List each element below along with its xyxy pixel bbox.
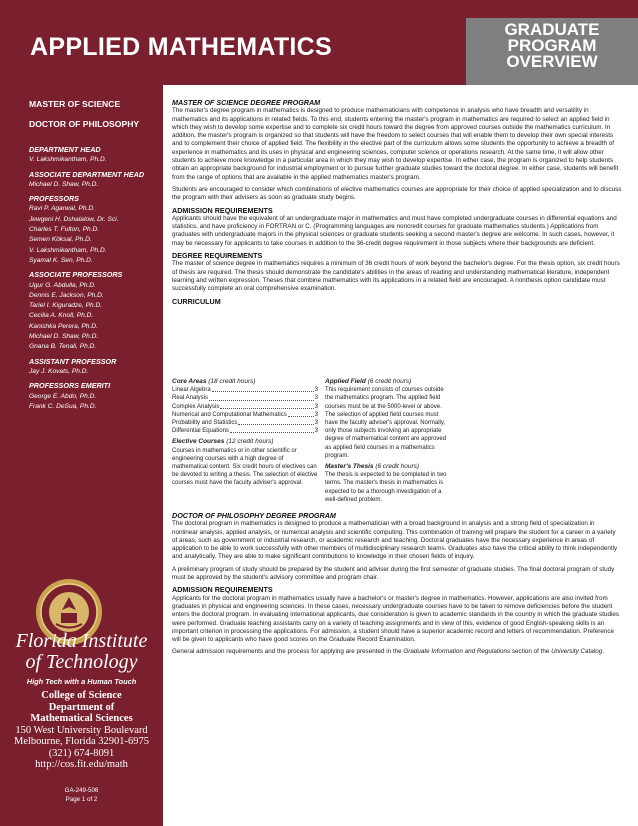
course-row <box>172 394 318 402</box>
phd-admission-heading: ADMISSION REQUIREMENTS <box>172 585 273 595</box>
faculty-name: Kanishka Perera, Ph.D. <box>29 322 98 330</box>
general-text: General admission requirements and the process for applying are presented in the <box>172 648 404 656</box>
course-name: Numerical and Computational Mathematics <box>172 411 287 418</box>
course-row <box>172 419 318 427</box>
core-areas-heading <box>172 378 318 386</box>
course-name: Real Analysis <box>172 395 209 402</box>
core-label: Core Areas <box>172 378 207 385</box>
page-number: Page 1 of 2 <box>65 796 98 803</box>
thesis-credits: (6 credit hours) <box>375 463 420 471</box>
phd-general <box>172 648 622 656</box>
faculty-name: Jay J. Kovats, Ph.D. <box>29 367 89 375</box>
faculty-list <box>29 141 159 412</box>
faculty-name: Michael D. Shaw, Ph.D. <box>29 333 99 341</box>
ms-encourage: Students are encouraged to consider which combinations of elective mathematics courses are appropriate for their choice of applied specialization and to discuss the program with their advisers as soon as graduate study begins. <box>172 185 622 202</box>
faculty-name: Frank C. DeSua, Ph.D. <box>29 402 97 410</box>
course-row <box>172 403 318 411</box>
faculty-name: Charles T. Fulton, Ph.D. <box>29 226 100 234</box>
course-name: Linear Algebra <box>172 387 211 394</box>
curriculum-left-column <box>172 378 318 488</box>
professors-label: PROFESSORS <box>29 194 79 204</box>
page-title: APPLIED MATHEMATICS <box>30 33 332 61</box>
course-credits: 3 <box>314 403 318 410</box>
ms-intro: The master's degree program in mathematics is designed to produce mathematicians with competence in analysis who have breadth and versatility in mathematics and its applications in related fields. To this end, students entering the master's program in mathematics are required to select an applied field in which they wish to develop some expertise and to complete six credit hours toward the degree from approved courses outside the mathematics curriculum. In addition, the master's program is organized so that students will have the freedom to select courses that will enable them to develop their own special interests and to complement their choice of applied field. The flexibility in the elective part of the curriculum allows some students the opportunity to achieve a breadth of experience in mathematics and its uses in physical and engineering sciences, computer science or operations research. At the same time, it will allow other students to achieve more knowledge in a particular area in which they may wish to develop expertise. In either case, the program is organized to help students obtain an appropriate background for industrial employment or to pursue further graduate studies toward the doctoral degree. In either case, students will benefit from the range of options that are available in the applied mathematics master's program. <box>172 107 619 181</box>
form-footer <box>0 786 163 804</box>
applied-field-heading <box>325 378 453 386</box>
faculty-name: Gnana B. Tenali, Ph.D. <box>29 343 97 351</box>
faculty-name: Syamal K. Sen, Ph.D. <box>29 256 93 264</box>
course-credits: 3 <box>314 387 318 394</box>
course-row <box>172 386 318 394</box>
core-credits: (18 credit hours) <box>208 378 256 385</box>
phd-section <box>172 512 622 657</box>
elective-credits: (12 credit hours) <box>226 438 274 446</box>
faculty-name: V. Lakshmikantham, Ph.D. <box>29 156 107 164</box>
thesis-heading <box>325 463 453 471</box>
catalog-ref: University Catalog <box>551 648 603 656</box>
general-text: section of the <box>510 648 552 656</box>
thesis-label: Master's Thesis <box>325 463 374 471</box>
asst-professor-label: ASSISTANT PROFESSOR <box>29 356 117 366</box>
overview-line: OVERVIEW <box>506 52 598 71</box>
overview-line: GRADUATE <box>504 20 600 39</box>
address-line: Melbourne, Florida 32901-6975 <box>13 736 150 747</box>
phd-heading: DOCTOR OF PHILOSOPHY DEGREE PROGRAM <box>172 511 336 520</box>
applied-credits: (6 credit hours) <box>367 378 412 385</box>
faculty-name: Tariel I. Kiguradze, Ph.D. <box>29 302 103 310</box>
overview-badge <box>466 18 638 85</box>
course-credits: 3 <box>314 411 318 418</box>
faculty-name: Michael D. Shaw, Ph.D. <box>29 180 99 188</box>
degree-phd: DOCTOR OF PHILOSOPHY <box>29 119 140 129</box>
ms-section <box>172 99 622 306</box>
university-name-line2: of Technology <box>25 651 138 673</box>
university-name-line1: Florida Institute <box>15 630 148 652</box>
course-credits: 3 <box>314 395 318 402</box>
college-line: College of Science <box>41 690 122 701</box>
ms-heading: MASTER OF SCIENCE DEGREE PROGRAM <box>172 98 321 107</box>
faculty-name: Ravi P. Agarwal, Ph.D. <box>29 205 95 213</box>
applied-label: Applied Field <box>325 378 366 385</box>
course-name: Differential Equations <box>172 428 229 435</box>
phd-intro: The doctoral program in mathematics is designed to produce a mathematician with a broad background in analysis and a strong field of specialization in nonlinear analysis, applied analysis, or numerical analysis and scientific computing. This combination of training will prepare the student for a career in a variety of areas, such as government or industrial research, or academic research and teaching. Doctoral graduates have the necessary experience in areas of application to be able to work successfully with other members of multidisciplinary research teams. Graduates also have the critical ability to think independently and analytically. They are able to make significant contributions to knowledge in their chosen fields of inquiry. <box>172 520 618 561</box>
form-number: GA-249-506 <box>64 787 99 794</box>
website-link[interactable]: http://cos.fit.edu/math <box>35 759 128 770</box>
tagline: High Tech with a Human Touch <box>26 677 137 686</box>
faculty-name: Ugur G. Abdulla, Ph.D. <box>29 281 96 289</box>
ms-degree-req: The master of science degree in mathematics requires a minimum of 36 credit hours of work beyond the bachelor's degree. For the thesis option, six credit hours of thesis are required. The thesis should demonstrate the candidate's abilities in the areas of reading and understanding mathematical literature, independent learning and written expression. Theses that combine mathematics with its applications in a related field are encouraged. A nonthesis option candidate must successfully complete an oral comprehensive examination. <box>172 260 620 293</box>
phd-admission: Applicants for the doctoral program in mathematics usually have a bachelor's or master's degree in mathematics. However, applications are also invited from graduates in physical and engineering sciences. In these cases, necessary undergraduate courses have to be taken to remove deficiencies before the student enters the doctoral program. In evaluating international applicants, due consideration is given to academic standards in the country in which the graduate studies were performed. Graduate teaching assistants carry on a variety of teaching assignments and in view of this, evidence of good English-speaking skills is an important criterion in processing the applications. For admission, a student should have a superior academic record and letters of recommendation. Preference will be given to applicants who have good scores on the Graduate Record Examination. <box>172 594 619 644</box>
elective-text: Courses in mathematics or in other scientific or engineering courses with a high degree of mathematical content. Six credit hours of electives can be devoted to writing a thesis. The selection of elective courses must have the faculty adviser's approval. <box>172 447 318 487</box>
emeriti-label: PROFESSORS EMERITI <box>29 381 111 391</box>
dept-head-label: DEPARTMENT HEAD <box>29 145 101 154</box>
college-line: Mathematical Sciences <box>30 713 133 724</box>
college-line: Department of <box>48 701 115 713</box>
faculty-name: George E. Abdo, Ph.D. <box>29 392 97 400</box>
course-row <box>172 411 318 419</box>
address-line: 150 West University Boulevard <box>15 724 148 736</box>
faculty-name: Jewgeni H. Dshalalow, Dr. Sci. <box>29 215 119 223</box>
assoc-head-label: ASSOCIATE DEPARTMENT HEAD <box>29 169 145 179</box>
ms-admission: Applicants should have the equivalent of an undergraduate major in mathematics and must have completed undergraduate courses in differential equations and statistics, and have proficiency in FORTRAN or C. (Programming languages are noncredit courses for graduate mathematics students.) Applications from graduates with undergraduate majors in the physical sciences or graduate students seeking a second master's degree are welcome. In such cases, however, it may be necessary for applicants to take courses in addition to the 36-credit degree requirement in those subjects where their backgrounds are deficient. <box>172 214 617 247</box>
faculty-name: V. Lakshmikantham, Ph.D. <box>29 246 107 254</box>
ms-admission-heading: ADMISSION REQUIREMENTS <box>172 205 273 215</box>
faculty-name: Semen Köksal, Ph.D. <box>29 236 92 244</box>
catalog-section-ref: Graduate Information and Regulations <box>403 648 511 656</box>
degree-ms: MASTER OF SCIENCE <box>29 99 121 109</box>
faculty-name: Cecilia A. Knoll, Ph.D. <box>29 312 94 320</box>
faculty-name: Dennis E. Jackson, Ph.D. <box>29 291 104 299</box>
address-line: (321) 674-8091 <box>48 747 115 759</box>
course-name: Complex Analysis <box>172 403 220 410</box>
college-address <box>0 690 163 771</box>
curriculum-right-column <box>325 378 453 504</box>
assoc-professors-label: ASSOCIATE PROFESSORS <box>29 270 123 280</box>
elective-label: Elective Courses <box>172 438 225 446</box>
overview-line: PROGRAM <box>507 36 597 55</box>
course-row <box>172 427 318 435</box>
course-credits: 3 <box>314 428 318 435</box>
course-credits: 3 <box>314 420 318 427</box>
elective-heading <box>172 438 318 446</box>
curriculum-heading: CURRICULUM <box>172 296 221 306</box>
course-name: Probability and Statistics <box>172 420 238 427</box>
phd-prelim: A preliminary program of study should be prepared by the student and adviser during the first semester of graduate studies. The final doctoral program of study must be approved by the student's advisory committee and program chair. <box>172 565 615 582</box>
applied-text: This requirement consists of courses outside the mathematics program. The applied field courses must be at the 5000-level or above. The selection of applied field courses must have the faculty adviser's approval. Normally, only those subjects involving an appropriate degree of mathematical content are approved as applied field courses in a mathematics program. <box>325 387 447 459</box>
general-text: . <box>602 648 604 656</box>
thesis-text: The thesis is expected to be completed in two terms. The master's thesis in mathematics is expected to be a thorough investigation of a well-defined problem. <box>325 472 447 503</box>
ms-degree-req-heading: DEGREE REQUIREMENTS <box>172 251 263 261</box>
